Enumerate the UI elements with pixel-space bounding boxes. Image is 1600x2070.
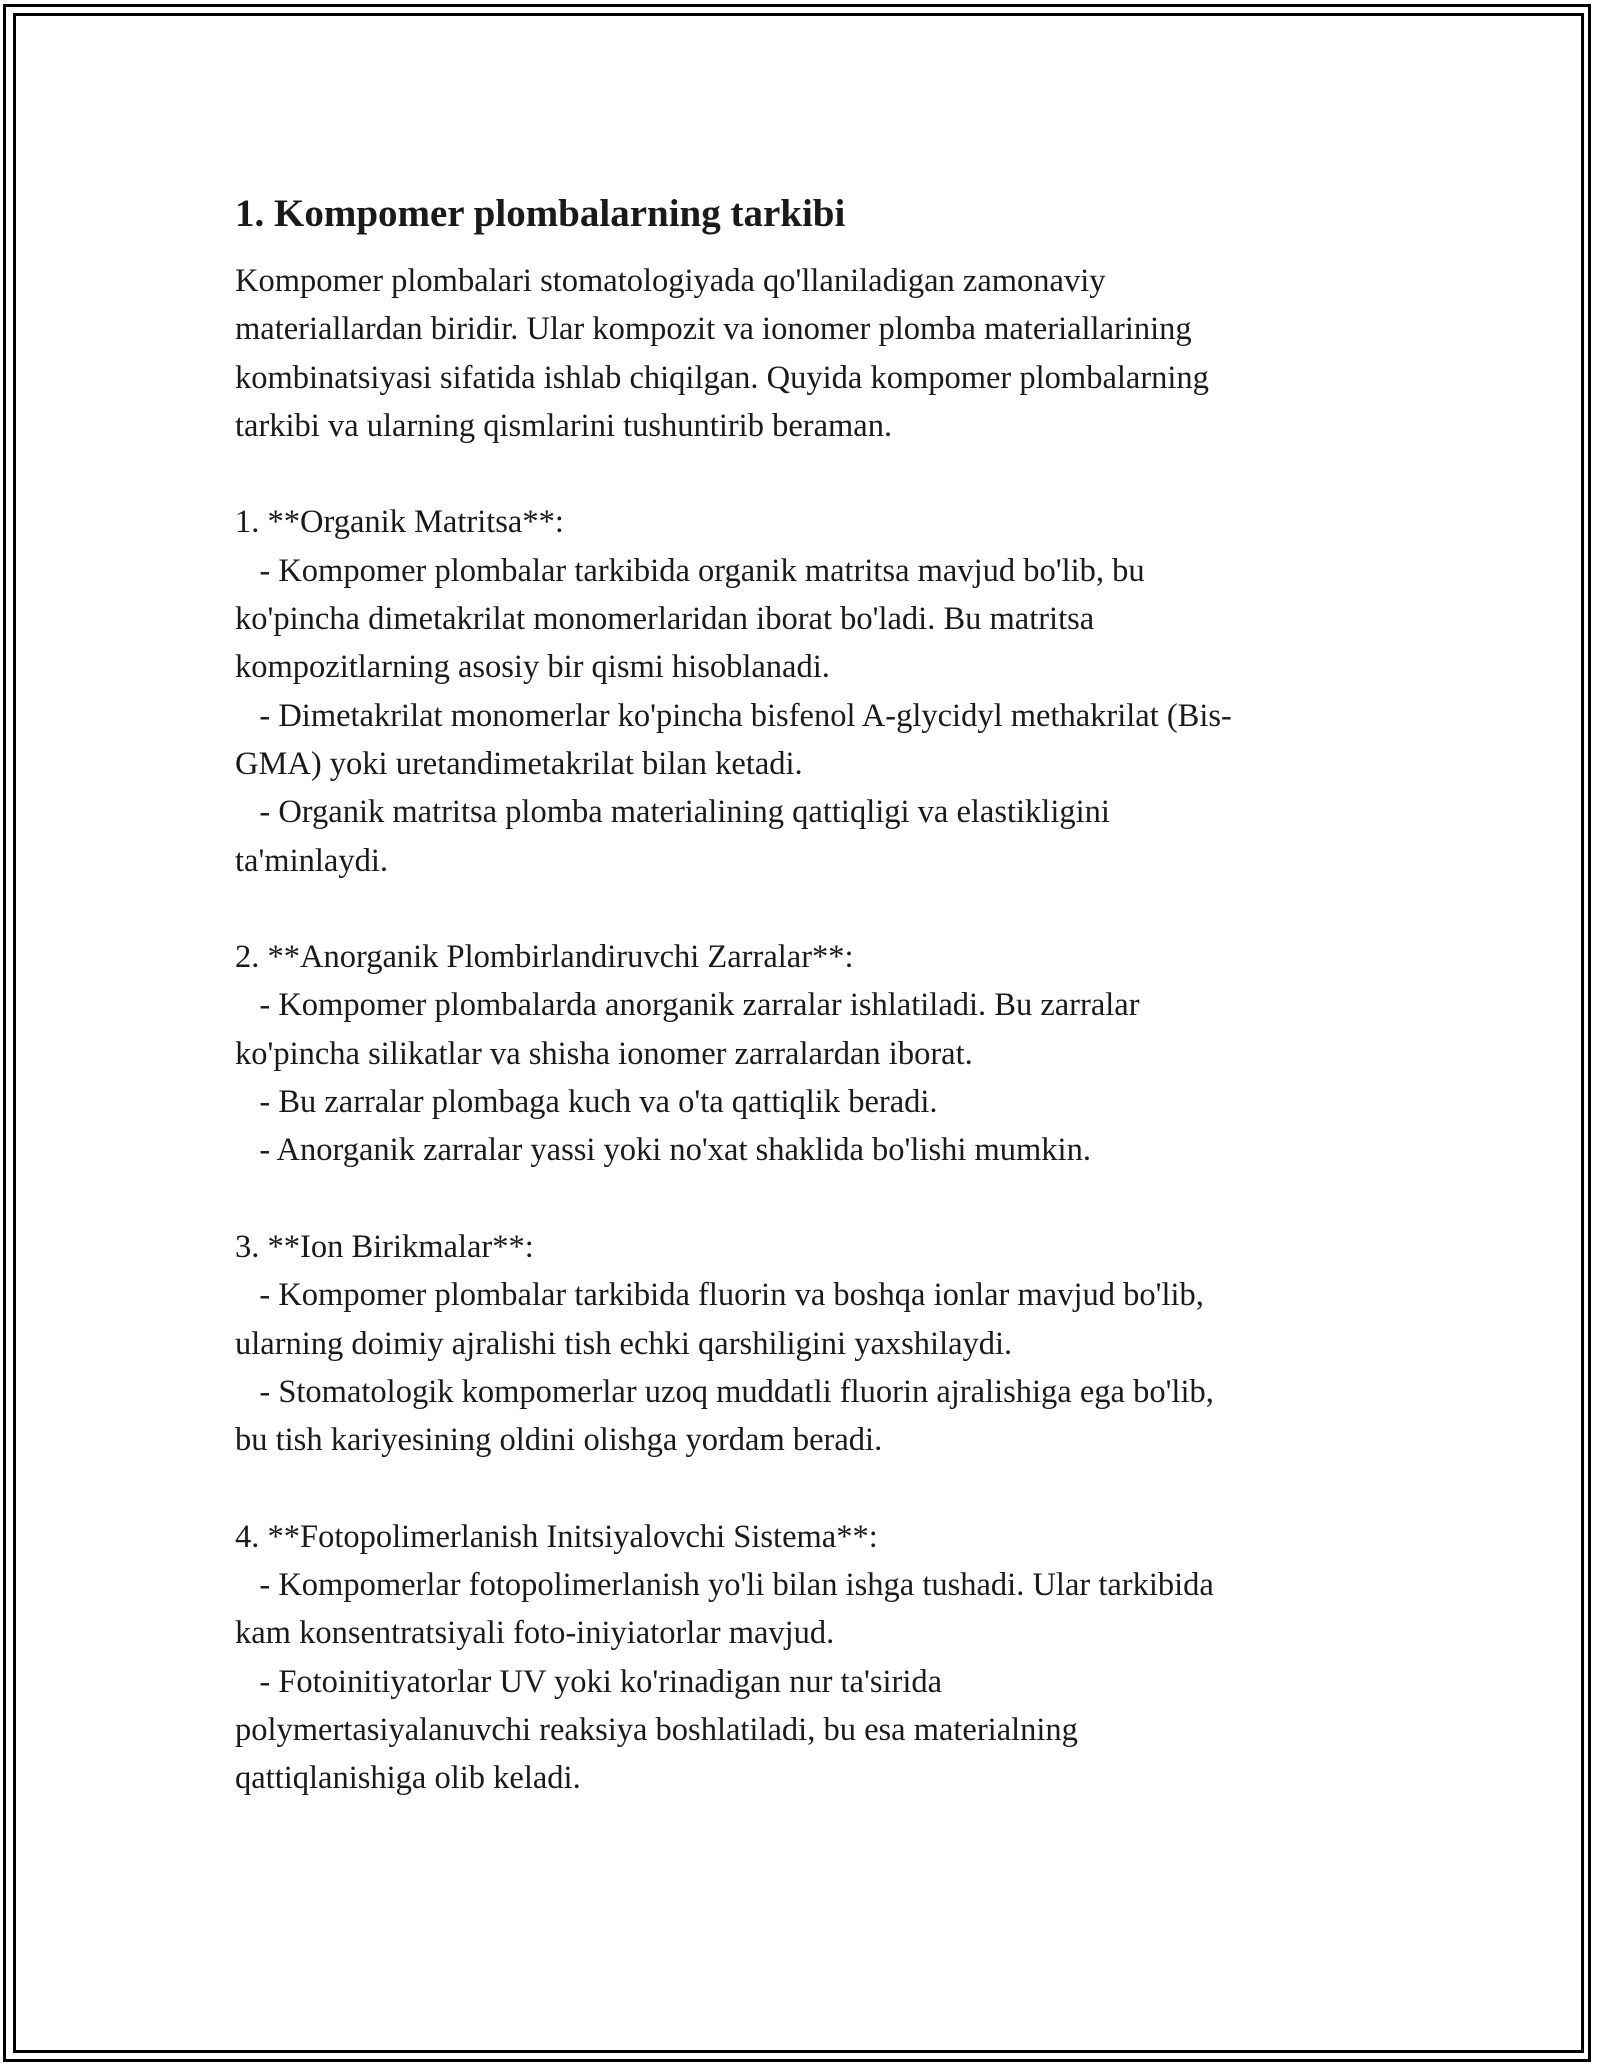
- document-title: 1. Kompomer plombalarning tarkibi: [235, 192, 846, 235]
- document-body: Kompomer plombalari stomatologiyada qo'llaniladigan zamonaviy materiallardan biridir. Ular kompozit va ionomer plomba materiallarining kombinatsiyasi sifatida ishlab chiqilgan. Quyida kompomer plombalarning tarkibi va ularning qismlarini tushuntirib beraman. 1. **Organik Matritsa**: - Kompomer plombalar tarkibida organik matritsa mavjud bo'lib, bu ko'pincha dimetakrilat monomerlaridan iborat bo'ladi. Bu matritsa kompozitlarning asosiy bir qismi hisoblanadi. - Dimetakrilat monomerlar ko'pincha bisfenol A-glycidyl methakrilat (Bis- GMA) yoki uretandimetakrilat bilan ketadi. - Organik matritsa plomba materialining qattiqligi va elastikligini ta'minlaydi. 2. **Anorganik Plombirlandiruvchi Zarralar**: - Kompomer plombalarda anorganik zarralar ishlatiladi. Bu zarralar ko'pincha silikatlar va shisha ionomer zarralardan iborat. - Bu zarralar plombaga kuch va o'ta qattiqlik beradi. - Anorganik zarralar yassi yoki no'xat shaklida bo'lishi mumkin. 3. **Ion Birikmalar**: - Kompomer plombalar tarkibida fluorin va boshqa ionlar mavjud bo'lib, ularning doimiy ajralishi tish echki qarshiligini yaxshilaydi. - Stomatologik kompomerlar uzoq muddatli fluorin ajralishiga ega bo'lib, bu tish kariyesining oldini olishga yordam beradi. 4. **Fotopolimerlanish Initsiyalovchi Sistema**: - Kompomerlar fotopolimerlanish yo'li bilan ishga tushadi. Ular tarkibida kam konsentratsiyali foto-iniyiatorlar mavjud. - Fotoinitiyatorlar UV yoki ko'rinadigan nur ta'sirida polymertasiyalanuvchi reaksiya boshlatiladi, bu esa materialning qattiqlanishiga olib keladi.: [235, 263, 1232, 1797]
- document-page: [235, 185, 1370, 1803]
